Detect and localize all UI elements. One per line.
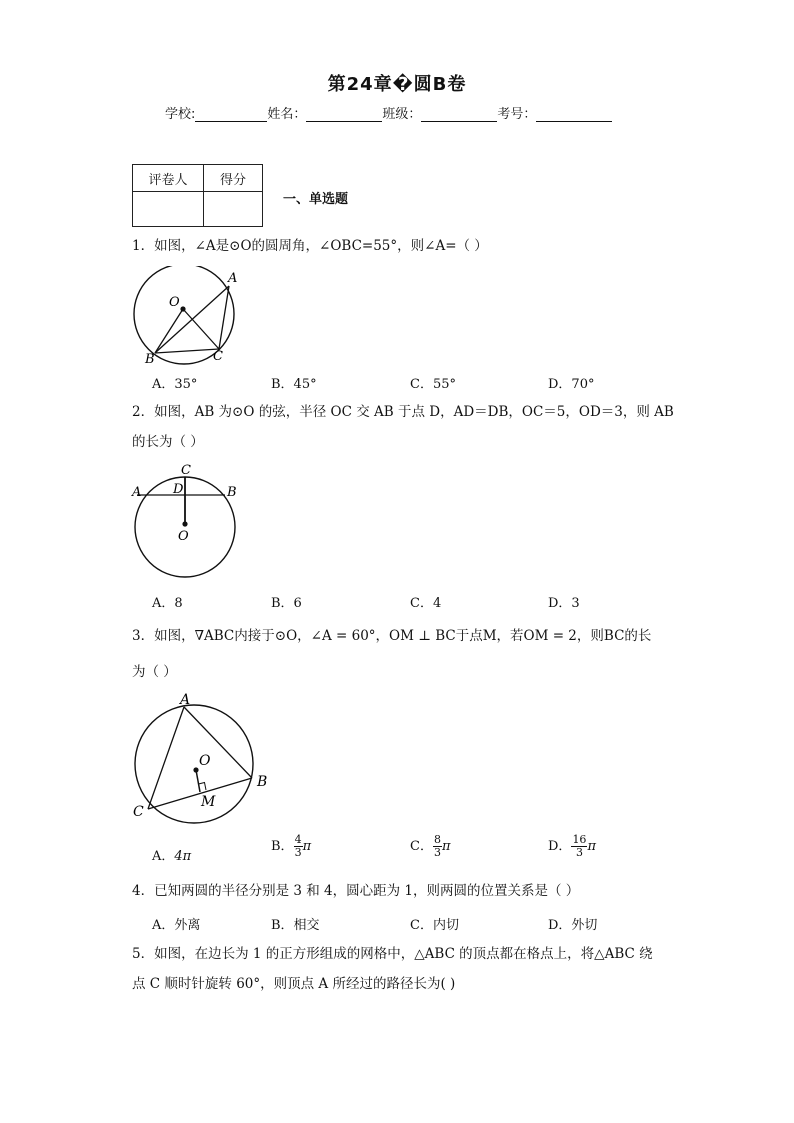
q3-option-b-fraction bbox=[294, 834, 303, 859]
q1-segment-bc bbox=[155, 349, 219, 353]
fraction-denominator: 3 bbox=[294, 846, 302, 859]
q3-segment-ac bbox=[148, 707, 184, 809]
q2-label-b: B bbox=[227, 485, 237, 500]
q3-option-c-fraction bbox=[433, 834, 442, 859]
question-2-figure bbox=[125, 460, 245, 585]
q4-option-b[interactable]: B．相交 bbox=[271, 918, 320, 933]
pi-symbol: π bbox=[441, 839, 451, 854]
school-blank bbox=[195, 107, 267, 122]
score-cell bbox=[204, 192, 263, 227]
q3-segment-ab bbox=[184, 707, 252, 778]
question-1-stem: 1．如图，∠A是⊙O的圆周角，∠OBC=55°，则∠A=（ ） bbox=[132, 238, 488, 254]
q3-option-a-letter: A． bbox=[152, 849, 175, 864]
grader-header: 评卷人 bbox=[133, 165, 204, 192]
q3-option-c-letter: C． bbox=[410, 839, 433, 854]
exam-no-label: 考号： bbox=[497, 107, 537, 122]
fraction-numerator: 16 bbox=[572, 833, 587, 846]
pi-symbol: π bbox=[302, 839, 312, 854]
fraction-numerator: 8 bbox=[433, 833, 441, 846]
question-2-stem-line1: 2．如图，AB 为⊙O 的弦，半径 OC 交 AB 于点 D，AD＝DB，OC＝5，OD＝3，则 AB bbox=[132, 404, 674, 420]
q3-option-a-value: 4π bbox=[174, 849, 192, 864]
q1-label-o: O bbox=[169, 295, 180, 310]
name-label: 姓名： bbox=[267, 107, 307, 122]
q2-label-c: C bbox=[181, 463, 191, 478]
q1-segment-oc bbox=[183, 309, 219, 349]
q1-segment-ab bbox=[155, 286, 229, 353]
student-info-line bbox=[165, 103, 612, 122]
q1-option-a[interactable]: A．35° bbox=[152, 377, 198, 392]
q3-label-a: A bbox=[180, 692, 191, 708]
fraction-numerator: 4 bbox=[294, 833, 302, 846]
q3-segment-om bbox=[196, 770, 200, 792]
class-label: 班级： bbox=[382, 107, 422, 122]
q1-option-d[interactable]: D．70° bbox=[548, 377, 595, 392]
fraction-denominator: 3 bbox=[575, 846, 583, 859]
q2-center-dot bbox=[182, 521, 187, 526]
question-3-figure bbox=[125, 688, 275, 833]
q1-option-b[interactable]: B．45° bbox=[271, 377, 317, 392]
page-title: 第24章�圆B卷 bbox=[327, 74, 467, 95]
question-3-stem-line1: 3．如图，∇ABC内接于⊙O，∠A = 60°，OM ⊥ BC于点M，若OM = 2，则BC的长 bbox=[132, 628, 652, 644]
question-4-stem: 4．已知两圆的半径分别是 3 和 4，圆心距为 1，则两圆的位置关系是（ ） bbox=[132, 883, 580, 899]
q1-label-c: C bbox=[213, 349, 223, 364]
question-5-stem-line1: 5．如图，在边长为 1 的正方形组成的网格中，△ABC 的顶点都在格点上，将△ABC 绕 bbox=[132, 946, 653, 962]
question-5-stem-line2: 点 C 顺时针旋转 60°，则顶点 A 所经过的路径长为( ) bbox=[132, 976, 456, 992]
fraction-denominator: 3 bbox=[433, 846, 441, 859]
q1-label-b: B bbox=[145, 352, 155, 367]
q3-option-d-fraction bbox=[571, 834, 587, 859]
q3-option-c[interactable] bbox=[410, 834, 451, 859]
q2-option-b[interactable]: B．6 bbox=[271, 596, 302, 611]
q4-option-d[interactable]: D．外切 bbox=[548, 918, 598, 933]
q3-option-b-letter: B． bbox=[271, 839, 294, 854]
q3-label-c: C bbox=[133, 804, 144, 820]
class-blank bbox=[421, 107, 497, 122]
q2-option-a[interactable]: A．8 bbox=[152, 596, 183, 611]
question-3-stem-line2: 为（ ） bbox=[132, 664, 177, 680]
q4-option-a[interactable]: A．外离 bbox=[152, 918, 201, 933]
q2-option-d[interactable]: D．3 bbox=[548, 596, 580, 611]
q3-label-b: B bbox=[257, 774, 268, 790]
q1-label-a: A bbox=[228, 271, 238, 286]
question-2-stem-line2: 的长为（ ） bbox=[132, 434, 204, 450]
name-blank bbox=[306, 107, 382, 122]
score-table bbox=[132, 164, 263, 227]
q3-option-d[interactable] bbox=[548, 834, 596, 859]
q2-label-d: D bbox=[173, 482, 184, 497]
exam-no-blank bbox=[536, 107, 612, 122]
section-title: 一、单选题 bbox=[283, 192, 349, 207]
pi-symbol: π bbox=[587, 839, 596, 854]
q1-option-c[interactable]: C．55° bbox=[410, 377, 456, 392]
question-1-figure bbox=[125, 266, 245, 371]
q3-option-b[interactable] bbox=[271, 834, 311, 859]
school-label: 学校: bbox=[165, 107, 196, 122]
grader-cell bbox=[133, 192, 204, 227]
q4-option-c[interactable]: C．内切 bbox=[410, 918, 459, 933]
q3-option-d-letter: D． bbox=[548, 839, 572, 854]
q3-label-m: M bbox=[201, 794, 216, 810]
q1-center-dot bbox=[180, 306, 185, 311]
score-header: 得分 bbox=[204, 165, 263, 192]
q3-circle bbox=[135, 705, 253, 823]
q3-label-o: O bbox=[199, 753, 211, 769]
q3-center-dot bbox=[193, 767, 198, 772]
q2-label-o: O bbox=[178, 529, 189, 544]
q2-label-a: A bbox=[132, 485, 142, 500]
q3-option-a[interactable] bbox=[152, 845, 191, 864]
q2-option-c[interactable]: C．4 bbox=[410, 596, 442, 611]
